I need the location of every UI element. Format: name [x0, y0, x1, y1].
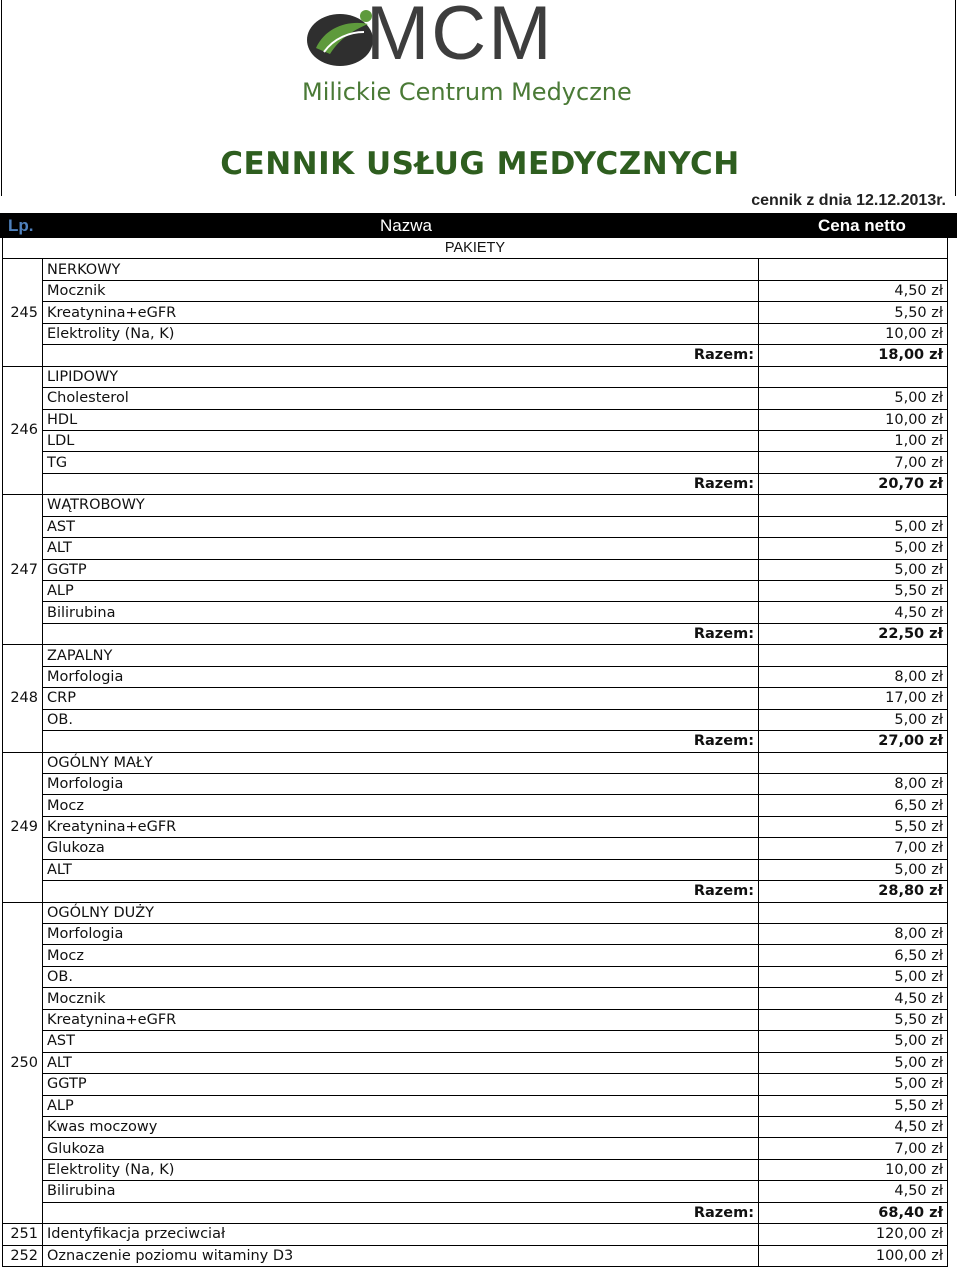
test-name: OB.: [43, 966, 759, 987]
total-label: Razem:: [43, 345, 759, 366]
test-price: 4,50 zł: [759, 280, 948, 301]
package-price-empty: [759, 752, 948, 773]
table-header: [0, 213, 957, 238]
test-name: Mocznik: [43, 280, 759, 301]
test-price: 10,00 zł: [759, 323, 948, 344]
test-name: CRP: [43, 688, 759, 709]
test-price: 5,50 zł: [759, 581, 948, 602]
package-price-empty: [759, 645, 948, 666]
package-total: 68,40 zł: [759, 1202, 948, 1223]
total-label: Razem:: [43, 731, 759, 752]
test-name: Kreatynina+eGFR: [43, 302, 759, 323]
test-price: 5,00 zł: [759, 516, 948, 537]
total-label: Razem:: [43, 1202, 759, 1223]
table-row: [3, 1095, 948, 1116]
test-price: 6,50 zł: [759, 945, 948, 966]
package-price-empty: [759, 902, 948, 923]
package-total-row: [3, 473, 948, 494]
test-price: 5,50 zł: [759, 1009, 948, 1030]
test-name: Kwas moczowy: [43, 1116, 759, 1137]
logo-subtitle: Milickie Centrum Medyczne: [302, 78, 632, 106]
package-name: LIPIDOWY: [43, 366, 759, 387]
package-price-empty: [759, 366, 948, 387]
column-lp: Lp.: [8, 216, 34, 235]
section-row: [3, 238, 948, 259]
table-row: [3, 1138, 948, 1159]
package-total-row: [3, 881, 948, 902]
total-label: Razem:: [43, 623, 759, 644]
test-name: HDL: [43, 409, 759, 430]
package-name: ZAPALNY: [43, 645, 759, 666]
test-name: Morfologia: [43, 924, 759, 945]
table-row: [3, 409, 948, 430]
table-row: [3, 795, 948, 816]
test-name: OB.: [43, 709, 759, 730]
test-name: Elektrolity (Na, K): [43, 1159, 759, 1180]
test-name: AST: [43, 516, 759, 537]
test-name: Cholesterol: [43, 388, 759, 409]
table-row: [3, 323, 948, 344]
test-name: Mocz: [43, 795, 759, 816]
test-name: ALP: [43, 1095, 759, 1116]
column-name: Nazwa: [380, 216, 432, 235]
test-price: 5,00 zł: [759, 538, 948, 559]
package-number: 249: [3, 752, 43, 902]
test-name: GGTP: [43, 1074, 759, 1095]
test-price: 5,00 zł: [759, 709, 948, 730]
test-price: 5,00 zł: [759, 388, 948, 409]
logo-text: MCM: [366, 0, 554, 76]
test-name: Morfologia: [43, 773, 759, 794]
package-total: 27,00 zł: [759, 731, 948, 752]
package-header-row: [3, 645, 948, 666]
service-name: Identyfikacja przeciwciał: [43, 1224, 759, 1245]
table-row: [3, 602, 948, 623]
package-total-row: [3, 623, 948, 644]
single-service-row: [3, 1224, 948, 1245]
table-row: [3, 688, 948, 709]
package-header-row: [3, 259, 948, 280]
service-price: 100,00 zł: [759, 1245, 948, 1266]
package-name: OGÓLNY DUŻY: [43, 902, 759, 923]
test-name: Mocz: [43, 945, 759, 966]
table-row: [3, 816, 948, 837]
service-number: 251: [3, 1224, 43, 1245]
test-name: Bilirubina: [43, 602, 759, 623]
service-number: 252: [3, 1245, 43, 1266]
package-total-row: [3, 345, 948, 366]
test-name: LDL: [43, 430, 759, 451]
package-number: 246: [3, 366, 43, 495]
test-name: Glukoza: [43, 838, 759, 859]
test-price: 1,00 zł: [759, 430, 948, 451]
table-row: [3, 838, 948, 859]
table-row: [3, 581, 948, 602]
table-row: [3, 1031, 948, 1052]
test-price: 4,50 zł: [759, 1116, 948, 1137]
table-row: [3, 988, 948, 1009]
package-total-row: [3, 731, 948, 752]
table-row: [3, 1159, 948, 1180]
test-name: Kreatynina+eGFR: [43, 816, 759, 837]
table-row: [3, 302, 948, 323]
test-name: GGTP: [43, 559, 759, 580]
test-name: Elektrolity (Na, K): [43, 323, 759, 344]
table-row: [3, 945, 948, 966]
test-name: Bilirubina: [43, 1181, 759, 1202]
single-service-row: [3, 1245, 948, 1266]
package-total: 28,80 zł: [759, 881, 948, 902]
test-price: 8,00 zł: [759, 924, 948, 945]
package-total-row: [3, 1202, 948, 1223]
test-name: Kreatynina+eGFR: [43, 1009, 759, 1030]
package-number: 250: [3, 902, 43, 1224]
test-price: 5,00 zł: [759, 859, 948, 880]
table-row: [3, 452, 948, 473]
section-title: PAKIETY: [3, 238, 948, 259]
package-name: WĄTROBOWY: [43, 495, 759, 516]
test-price: 5,00 zł: [759, 559, 948, 580]
table-row: [3, 666, 948, 687]
package-price-empty: [759, 495, 948, 516]
package-total: 22,50 zł: [759, 623, 948, 644]
price-list-date: cennik z dnia 12.12.2013r.: [751, 192, 946, 209]
service-name: Oznaczenie poziomu witaminy D3: [43, 1245, 759, 1266]
test-name: TG: [43, 452, 759, 473]
table-row: [3, 966, 948, 987]
test-price: 7,00 zł: [759, 838, 948, 859]
table-row: [3, 1181, 948, 1202]
package-price-empty: [759, 259, 948, 280]
total-label: Razem:: [43, 881, 759, 902]
package-number: 248: [3, 645, 43, 752]
test-price: 5,50 zł: [759, 816, 948, 837]
table-row: [3, 1052, 948, 1073]
table-row: [3, 1009, 948, 1030]
test-price: 5,00 zł: [759, 1074, 948, 1095]
price-table: [2, 237, 948, 1267]
test-price: 5,50 zł: [759, 1095, 948, 1116]
table-row: [3, 1116, 948, 1137]
test-name: ALT: [43, 859, 759, 880]
table-row: [3, 280, 948, 301]
package-total: 20,70 zł: [759, 473, 948, 494]
test-price: 4,50 zł: [759, 988, 948, 1009]
package-header-row: [3, 752, 948, 773]
package-header-row: [3, 495, 948, 516]
mcm-logo: [300, 0, 670, 108]
column-price: Cena netto: [818, 216, 906, 235]
test-name: ALP: [43, 581, 759, 602]
test-price: 5,00 zł: [759, 1052, 948, 1073]
test-name: AST: [43, 1031, 759, 1052]
test-name: Glukoza: [43, 1138, 759, 1159]
test-price: 6,50 zł: [759, 795, 948, 816]
test-price: 7,00 zł: [759, 452, 948, 473]
document-title: CENNIK USŁUG MEDYCZNYCH: [220, 146, 740, 182]
price-table-body: [3, 238, 948, 1267]
package-number: 247: [3, 495, 43, 645]
table-row: [3, 1074, 948, 1095]
test-price: 5,50 zł: [759, 302, 948, 323]
test-price: 10,00 zł: [759, 409, 948, 430]
package-header-row: [3, 366, 948, 387]
table-row: [3, 516, 948, 537]
test-name: ALT: [43, 538, 759, 559]
table-row: [3, 559, 948, 580]
test-price: 8,00 zł: [759, 666, 948, 687]
package-name: OGÓLNY MAŁY: [43, 752, 759, 773]
service-price: 120,00 zł: [759, 1224, 948, 1245]
package-name: NERKOWY: [43, 259, 759, 280]
test-price: 5,00 zł: [759, 966, 948, 987]
test-price: 17,00 zł: [759, 688, 948, 709]
package-number: 245: [3, 259, 43, 366]
test-price: 8,00 zł: [759, 773, 948, 794]
package-header-row: [3, 902, 948, 923]
test-price: 5,00 zł: [759, 1031, 948, 1052]
test-name: Morfologia: [43, 666, 759, 687]
total-label: Razem:: [43, 473, 759, 494]
table-row: [3, 924, 948, 945]
test-price: 7,00 zł: [759, 1138, 948, 1159]
test-name: ALT: [43, 1052, 759, 1073]
table-row: [3, 388, 948, 409]
table-row: [3, 709, 948, 730]
table-row: [3, 859, 948, 880]
table-row: [3, 430, 948, 451]
table-row: [3, 773, 948, 794]
test-price: 10,00 zł: [759, 1159, 948, 1180]
test-price: 4,50 zł: [759, 602, 948, 623]
test-name: Mocznik: [43, 988, 759, 1009]
test-price: 4,50 zł: [759, 1181, 948, 1202]
package-total: 18,00 zł: [759, 345, 948, 366]
table-row: [3, 538, 948, 559]
